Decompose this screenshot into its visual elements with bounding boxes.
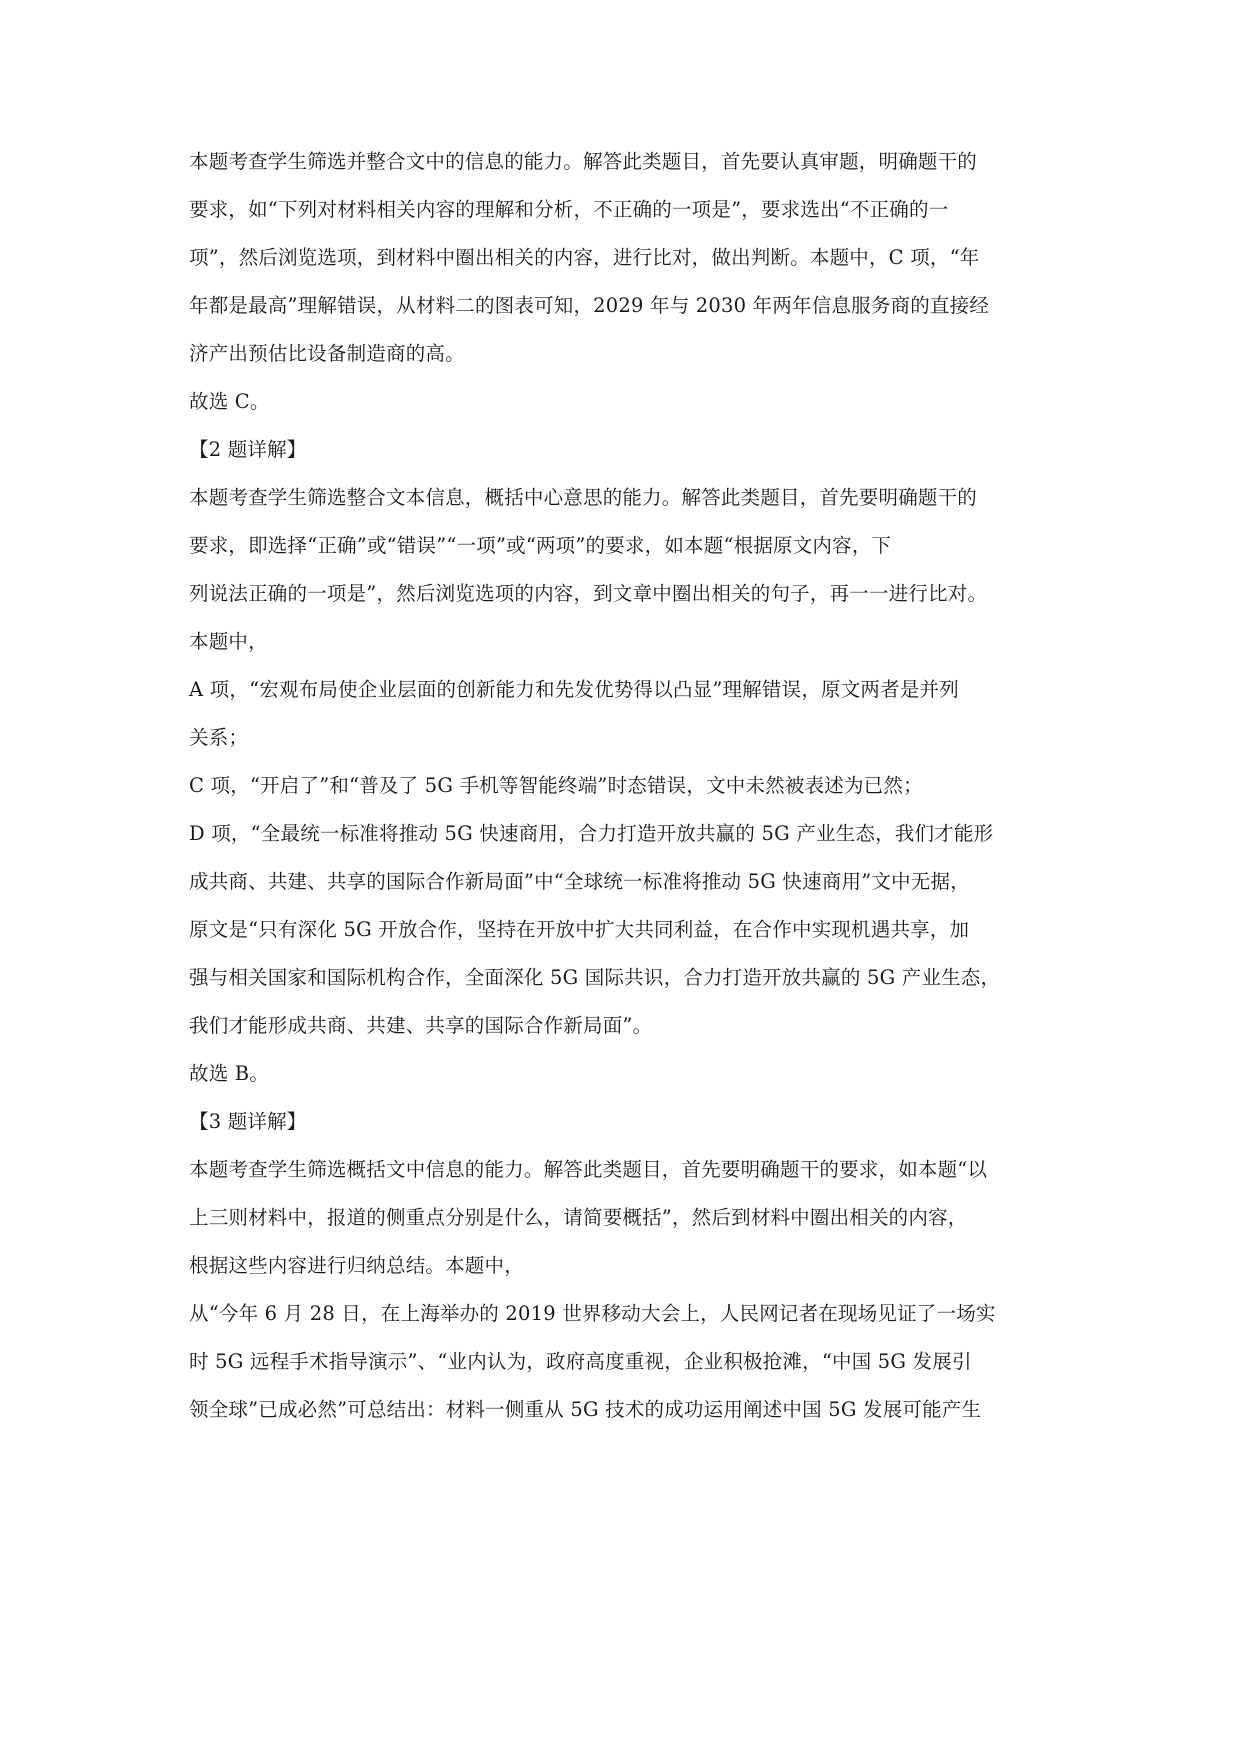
text-line: 列说法正确的一项是”，然后浏览选项的内容，到文章中圈出相关的句子，再一一进行比对。 <box>189 582 988 605</box>
text-line: 上三则材料中，报道的侧重点分别是什么，请简要概括”，然后到材料中圈出相关的内容， <box>189 1206 968 1229</box>
text-line: 本题考查学生筛选并整合文中的信息的能力。解答此类题目，首先要认真审题，明确题干的 <box>189 150 978 173</box>
text-line: 年都是最高”理解错误，从材料二的图表可知，2029 年与 2030 年两年信息服务商的直接经 <box>189 294 990 317</box>
text-line: 本题中， <box>189 630 268 653</box>
text-line: 时 5G 远程手术指导演示”、“业内认为，政府高度重视，企业积极抢滩，“中国 5G 发展引 <box>189 1350 972 1373</box>
text-line: 关系； <box>189 726 249 749</box>
text-line: 领全球”已成必然”可总结出：材料一侧重从 5G 技术的成功运用阐述中国 5G 发展可能产生 <box>189 1398 982 1421</box>
text-line: 要求，即选择“正确”或“错误”“一项”或“两项”的要求，如本题“根据原文内容，下 <box>189 534 892 557</box>
text-line: 本题考查学生筛选整合文本信息，概括中心意思的能力。解答此类题目，首先要明确题干的 <box>189 486 978 509</box>
text-line: A 项，“宏观布局使企业层面的创新能力和先发优势得以凸显”理解错误，原文两者是并列 <box>189 678 959 701</box>
section-heading: 【3 题详解】 <box>189 1110 307 1133</box>
text-line: 本题考查学生筛选概括文中信息的能力。解答此类题目，首先要明确题干的要求，如本题“以 <box>189 1158 988 1181</box>
section-heading: 【2 题详解】 <box>189 438 307 461</box>
text-line: 强与相关国家和国际机构合作，全面深化 5G 国际共识，合力打造开放共赢的 5G 产业生态， <box>189 966 1001 989</box>
text-line: 根据这些内容进行归纳总结。本题中， <box>189 1254 524 1277</box>
text-line: 济产出预估比设备制造商的高。 <box>189 342 465 365</box>
text-line: 原文是“只有深化 5G 开放合作，坚持在开放中扩大共同利益，在合作中实现机遇共享，加 <box>189 918 970 941</box>
text-line: C 项，“开启了”和“普及了 5G 手机等智能终端”时态错误，文中未然被表述为已然； <box>189 774 923 797</box>
text-line: D 项，“全最统一标准将推动 5G 快速商用，合力打造开放共赢的 5G 产业生态，我们才能形 <box>189 822 994 845</box>
text-line: 故选 C。 <box>189 390 270 413</box>
text-line: 要求，如“下列对材料相关内容的理解和分析，不正确的一项是”，要求选出“不正确的一 <box>189 198 949 221</box>
text-line: 从“今年 6 月 28 日，在上海举办的 2019 世界移动大会上，人民网记者在现场见证了一场实 <box>189 1302 996 1325</box>
text-line: 我们才能形成共商、共建、共享的国际合作新局面”。 <box>189 1014 653 1037</box>
text-line: 故选 B。 <box>189 1062 270 1085</box>
text-line: 项”，然后浏览选项，到材料中圈出相关的内容，进行比对，做出判断。本题中，C 项，“年 <box>189 246 980 269</box>
text-line: 成共商、共建、共享的国际合作新局面”中“全球统一标准将推动 5G 快速商用”文中无据， <box>189 870 970 893</box>
